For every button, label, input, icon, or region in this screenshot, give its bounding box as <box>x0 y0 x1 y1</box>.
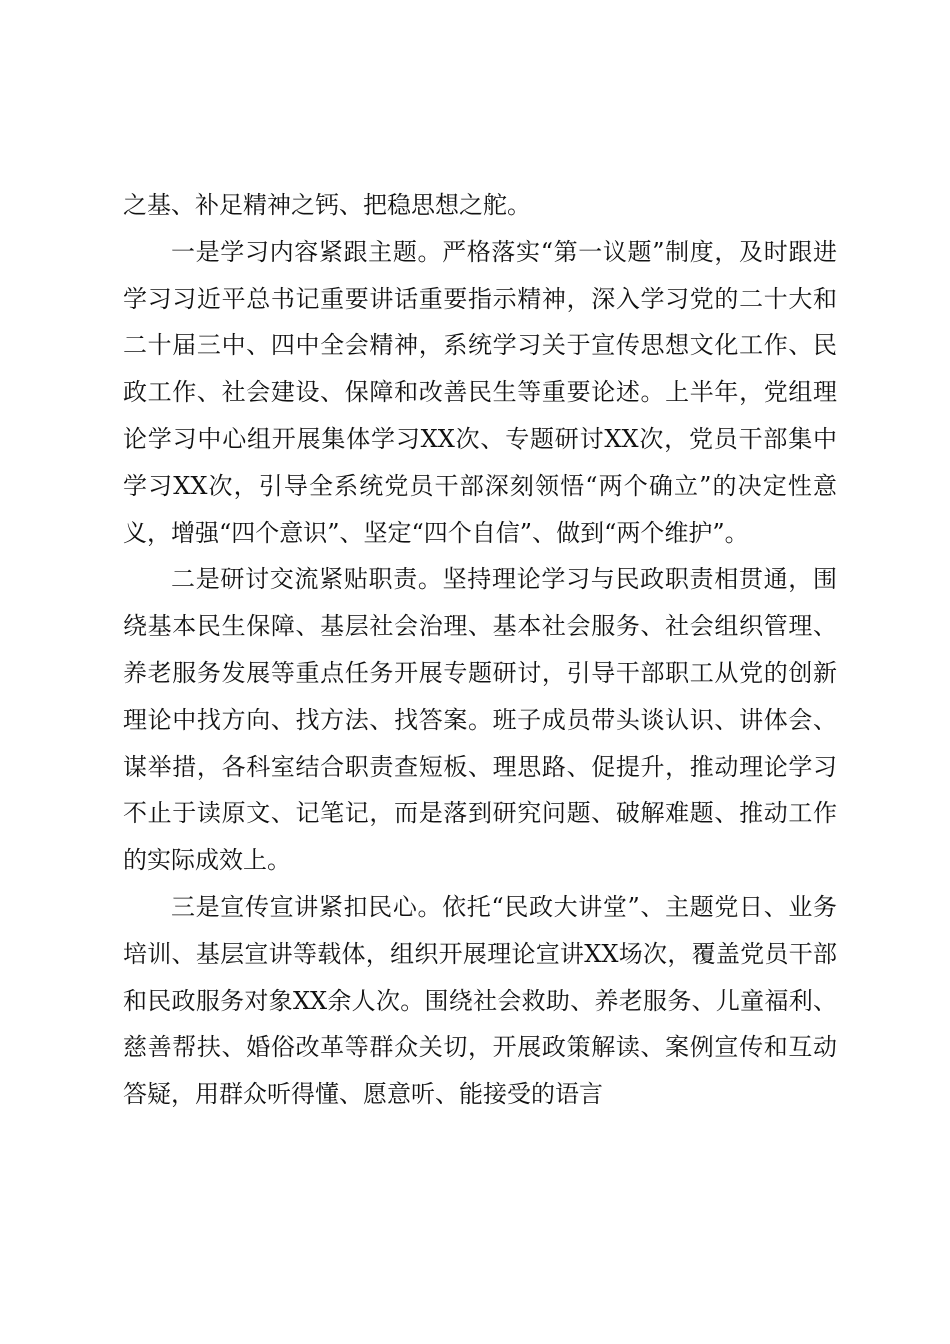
paragraph-continuation: 之基、补足精神之钙、把稳思想之舵。 <box>123 191 531 219</box>
paragraph-seminar-exchange: 二是研讨交流紧贴职责。坚持理论学习与民政职责相贯通，围绕基本民生保障、基层社会治理、基本社会服务、社会组织管理、养老服务发展等重点任务开展专题研讨，引导干部职工从党的创新理论中找方向、找方法、找答案。班子成员带头谈认识、讲体会、谋举措，各科室结合职责查短板、理思路、促提升，推动理论学习不止于读原文、记笔记，而是落到研究问题、破解难题、推动工作的实际成效上。 <box>123 565 837 875</box>
paragraph-study-content: 一是学习内容紧跟主题。严格落实“第一议题”制度，及时跟进学习习近平总书记重要讲话重要指示精神，深入学习党的二十大和二十届三中、四中全会精神，系统学习关于宣传思想文化工作、民政工作、社会建设、保障和改善民生等重要论述。上半年，党组理论学习中心组开展集体学习XX次、专题研讨XX次，党员干部集中学习XX次，引导全系统党员干部深刻领悟“两个确立”的决定性意义，增强“四个意识”、坚定“四个自信”、做到“两个维护”。 <box>123 237 837 547</box>
document-body <box>123 182 837 1118</box>
paragraph-publicity-lectures: 三是宣传宣讲紧扣民心。依托“民政大讲堂”、主题党日、业务培训、基层宣讲等载体，组织开展理论宣讲XX场次，覆盖党员干部和民政服务对象XX余人次。围绕社会救助、养老服务、儿童福利、慈善帮扶、婚俗改革等群众关切，开展政策解读、案例宣传和互动答疑，用群众听得懂、愿意听、能接受的语言 <box>123 892 837 1109</box>
